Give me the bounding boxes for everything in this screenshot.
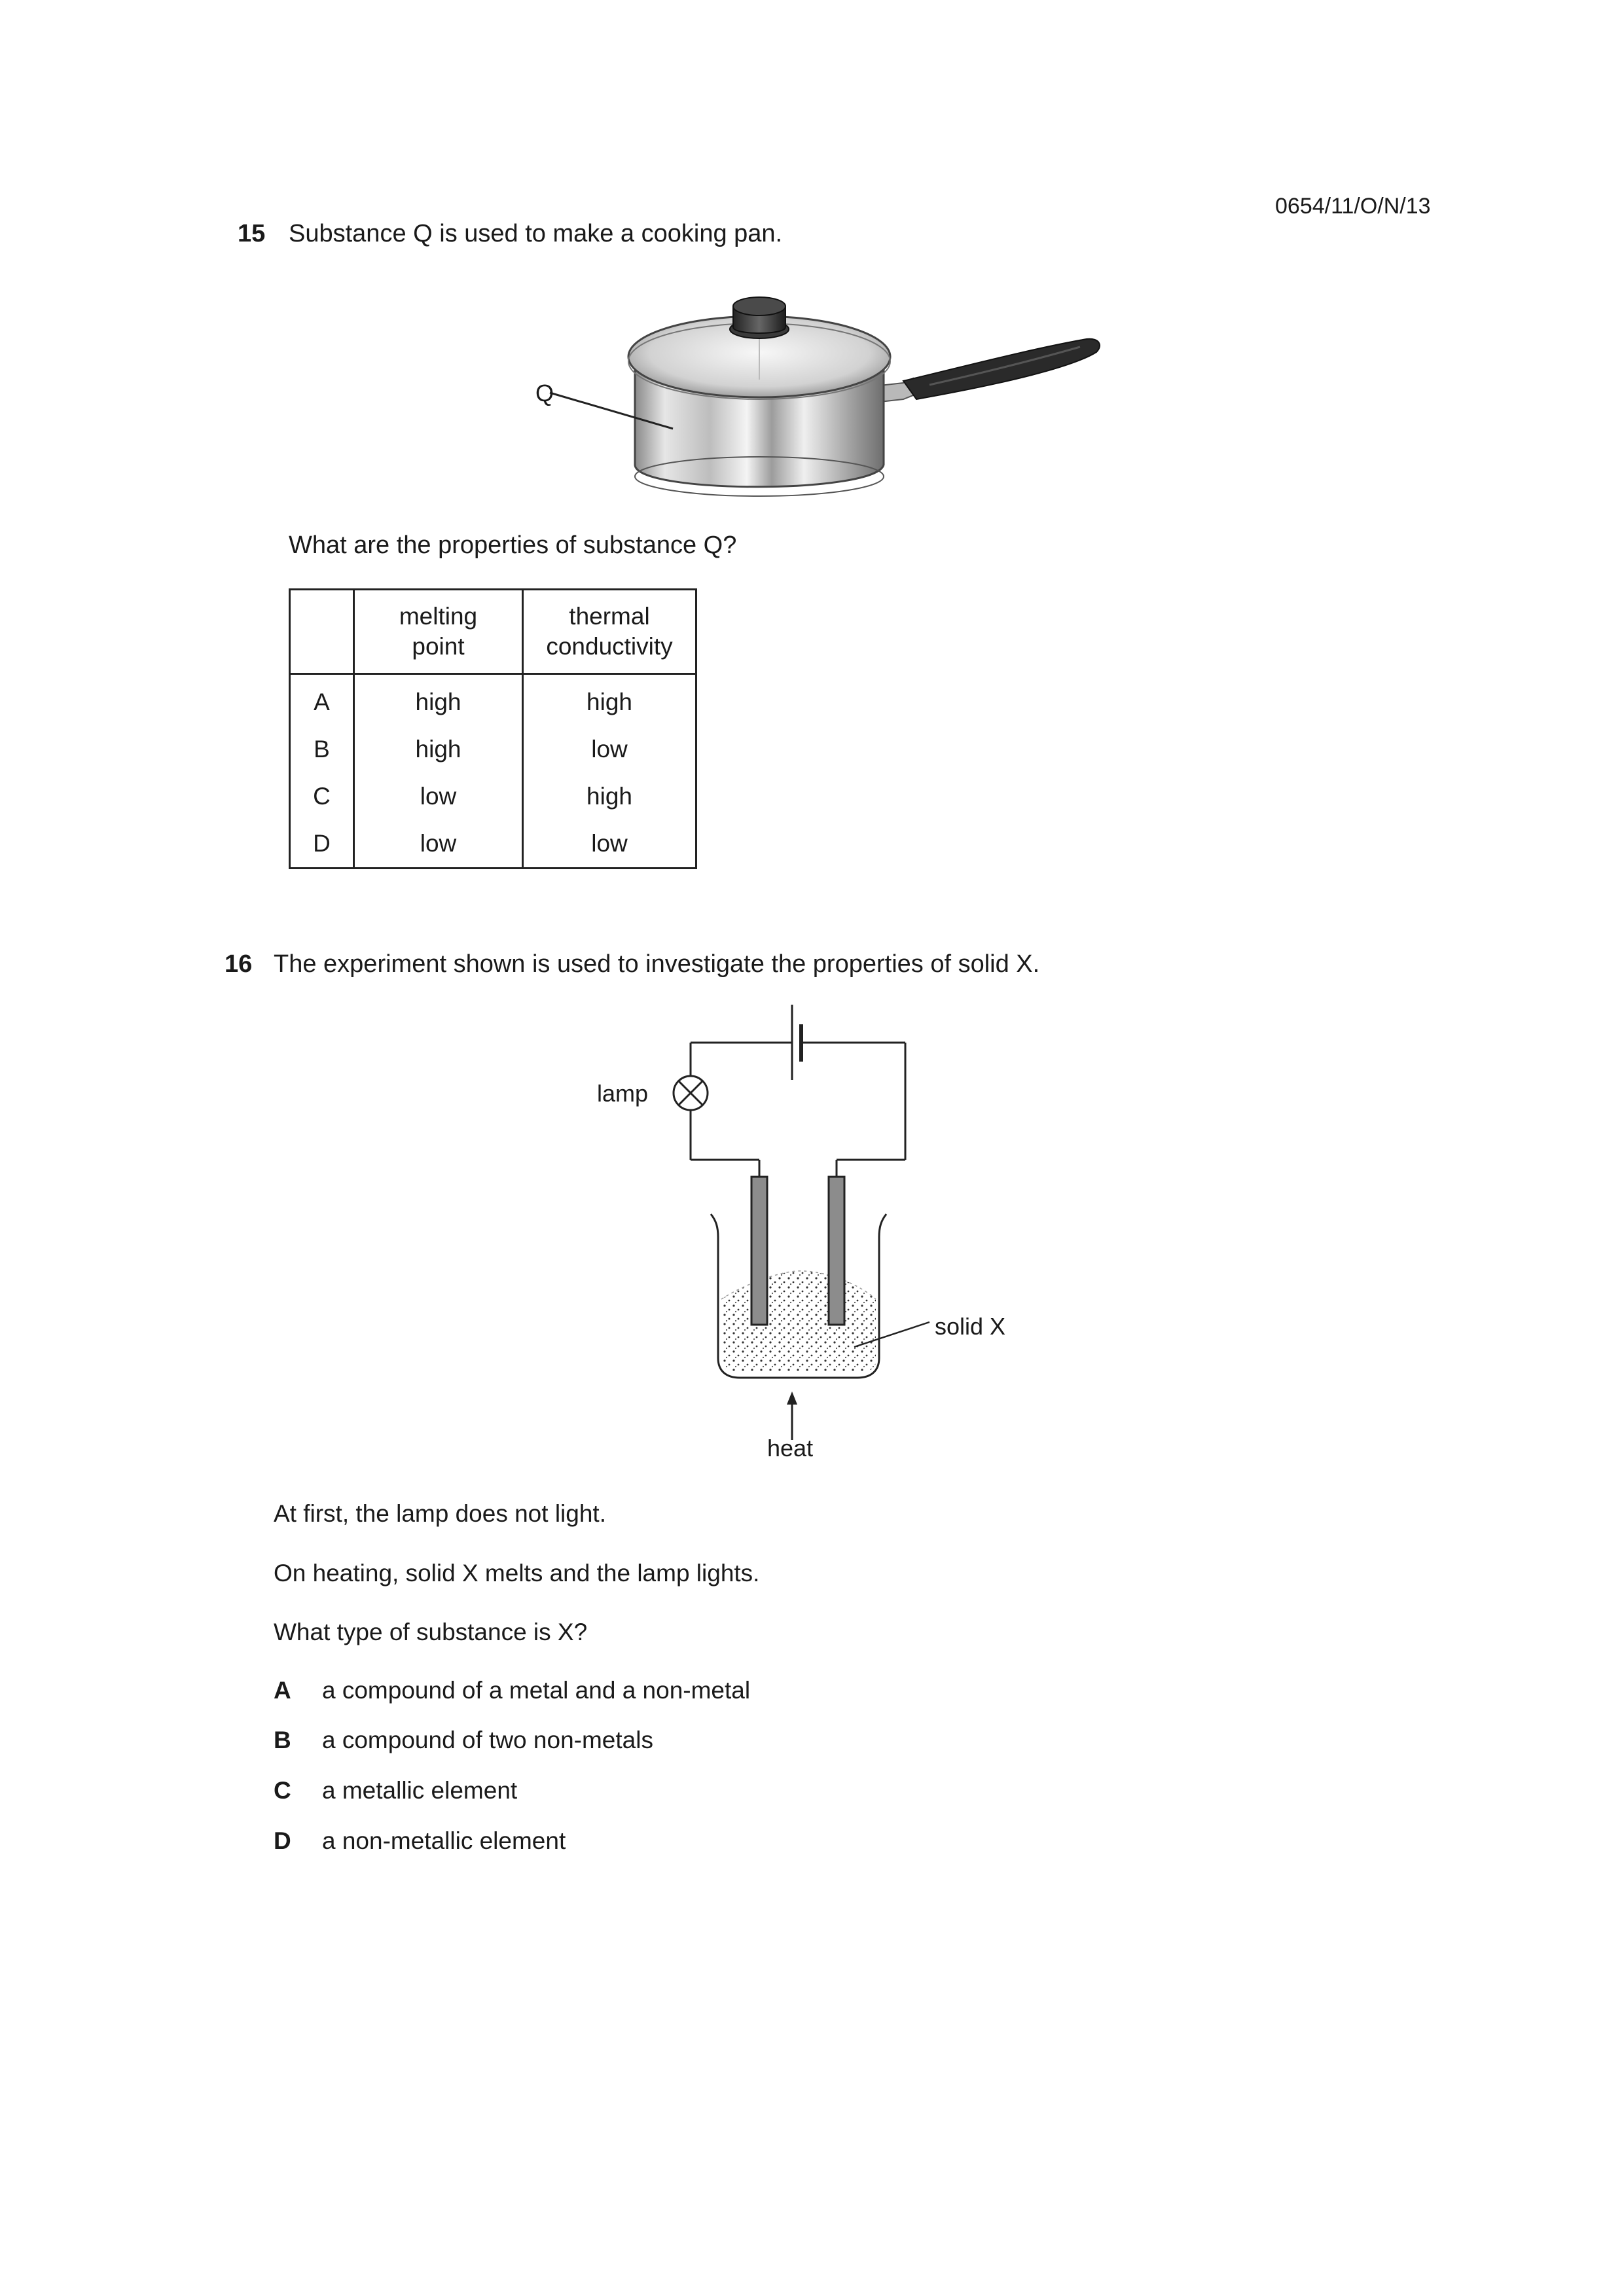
question-15-number: 15 <box>238 220 266 247</box>
table-header-empty <box>290 590 354 674</box>
option-letter-c: C <box>274 1777 291 1804</box>
question-16-number: 16 <box>225 950 253 978</box>
handle <box>903 339 1100 399</box>
circuit-diagram <box>576 1001 1074 1479</box>
option-text-d: a non-metallic element <box>322 1827 566 1854</box>
table-row <box>290 820 696 869</box>
row-letter: C <box>290 773 354 820</box>
melting-point-cell: high <box>354 726 523 773</box>
question-15-prompt: What are the properties of substance Q? <box>289 531 737 559</box>
header-melting-line2: point <box>412 633 465 660</box>
thermal-conductivity-cell: high <box>523 773 696 820</box>
table-row <box>290 674 696 726</box>
electrode-right <box>829 1177 844 1325</box>
header-thermal-line2: conductivity <box>546 633 673 660</box>
question-16-prompt: What type of substance is X? <box>274 1619 588 1645</box>
solid-x <box>721 1271 876 1371</box>
label-q: Q <box>535 380 554 406</box>
question-16-stem-1: At first, the lamp does not light. <box>274 1500 606 1527</box>
melting-point-cell: low <box>354 820 523 869</box>
label-lamp: lamp <box>597 1080 649 1107</box>
melting-point-cell: low <box>354 773 523 820</box>
option-letter-d: D <box>274 1827 291 1854</box>
thermal-conductivity-cell: low <box>523 726 696 773</box>
table-header-melting-point <box>354 590 523 674</box>
thermal-conductivity-cell: low <box>523 820 696 869</box>
option-letter-b: B <box>274 1727 291 1753</box>
option-text-a: a compound of a metal and a non-metal <box>322 1677 751 1704</box>
electrode-left <box>751 1177 767 1325</box>
row-letter: B <box>290 726 354 773</box>
row-letter: D <box>290 820 354 869</box>
melting-point-cell: high <box>354 674 523 726</box>
question-16-text: The experiment shown is used to investigate the properties of solid X. <box>274 950 1040 978</box>
paper-code: 0654/11/O/N/13 <box>1275 194 1431 219</box>
label-heat: heat <box>767 1435 814 1462</box>
table-row <box>290 773 696 820</box>
lamp-symbol <box>674 1076 708 1110</box>
question-15-text: Substance Q is used to make a cooking pan. <box>289 220 783 247</box>
header-thermal-line1: thermal <box>569 603 650 630</box>
table-row <box>290 726 696 773</box>
option-letter-a: A <box>274 1677 291 1704</box>
header-melting-line1: melting <box>399 603 478 630</box>
question-16-stem-2: On heating, solid X melts and the lamp lights. <box>274 1560 760 1587</box>
option-text-c: a metallic element <box>322 1777 518 1804</box>
table-header-thermal-conductivity <box>523 590 696 674</box>
thermal-conductivity-cell: high <box>523 674 696 726</box>
label-solid-x: solid X <box>935 1313 1006 1340</box>
option-text-b: a compound of two non-metals <box>322 1727 653 1753</box>
saucepan-illustration <box>511 268 1119 504</box>
row-letter: A <box>290 674 354 726</box>
properties-table <box>289 588 697 869</box>
